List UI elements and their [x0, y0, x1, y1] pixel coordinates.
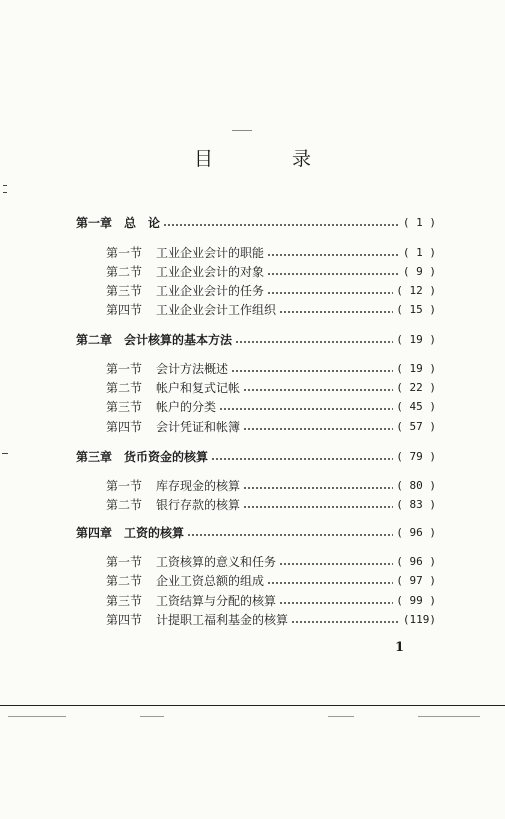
- chapter-title: 工资的核算: [124, 525, 185, 540]
- chapter-number: 第二章: [76, 332, 113, 347]
- page-ref: ( 19 ): [396, 332, 436, 346]
- dot-leader: [243, 506, 393, 508]
- toc-chapter-4[interactable]: [76, 524, 436, 540]
- section-title: 计提职工福利基金的核算: [156, 612, 289, 627]
- page-ref: ( 1 ): [402, 215, 436, 229]
- section-title: 工业企业会计的职能: [156, 245, 265, 260]
- toc-section[interactable]: [106, 282, 436, 298]
- section-number: 第二节: [106, 380, 143, 395]
- dot-leader: [267, 582, 393, 584]
- scan-line: [328, 716, 354, 717]
- chapter-title: 总 论: [124, 215, 161, 230]
- scan-line: [418, 716, 480, 717]
- section-number: 第四节: [106, 612, 143, 627]
- page-ref: (119): [402, 612, 436, 626]
- dot-leader: [163, 224, 400, 226]
- page-ref: ( 22 ): [396, 380, 436, 394]
- toc-section[interactable]: [106, 592, 436, 608]
- toc-section[interactable]: [106, 263, 436, 279]
- page-ref: ( 97 ): [396, 573, 436, 587]
- dot-leader: [267, 292, 393, 294]
- toc-section[interactable]: [106, 477, 436, 493]
- page-ref: ( 12 ): [396, 283, 436, 297]
- section-number: 第一节: [106, 554, 143, 569]
- dot-leader: [291, 621, 400, 623]
- toc-section[interactable]: [106, 398, 436, 414]
- dot-leader: [235, 341, 393, 343]
- page-ref: ( 83 ): [396, 497, 436, 511]
- dot-leader: [267, 273, 400, 275]
- section-number: 第一节: [106, 361, 143, 376]
- section-title: 帐户的分类: [156, 399, 217, 414]
- section-number: 第二节: [106, 264, 143, 279]
- section-title: 企业工资总额的组成: [156, 573, 265, 588]
- page-ref: ( 19 ): [396, 361, 436, 375]
- scan-speck: [3, 185, 7, 186]
- section-number: 第三节: [106, 399, 143, 414]
- bottom-rule: [0, 705, 505, 706]
- chapter-title: 货币资金的核算: [124, 449, 209, 464]
- toc-chapter-1[interactable]: [76, 214, 436, 230]
- dot-leader: [279, 602, 393, 604]
- section-title: 会计凭证和帐簿: [156, 419, 241, 434]
- dot-leader: [243, 428, 393, 430]
- section-title: 银行存款的核算: [156, 497, 241, 512]
- dot-leader: [231, 370, 393, 372]
- page-ref: ( 1 ): [402, 245, 436, 259]
- dot-leader: [211, 458, 393, 460]
- page-ref: ( 15 ): [396, 302, 436, 316]
- page-ref: ( 96 ): [396, 525, 436, 539]
- section-title: 帐户和复式记帐: [156, 380, 241, 395]
- toc-chapter-2[interactable]: [76, 331, 436, 347]
- dot-leader: [279, 311, 393, 313]
- toc-section[interactable]: [106, 360, 436, 376]
- section-number: 第一节: [106, 478, 143, 493]
- page-ref: ( 80 ): [396, 478, 436, 492]
- chapter-number: 第四章: [76, 525, 113, 540]
- toc-section[interactable]: [106, 379, 436, 395]
- section-number: 第二节: [106, 497, 143, 512]
- toc-chapter-3[interactable]: [76, 448, 436, 464]
- dot-leader: [219, 408, 393, 410]
- scan-speck: [232, 130, 252, 131]
- scan-speck: [3, 192, 7, 193]
- section-title: 工业企业会计工作组织: [156, 302, 277, 317]
- chapter-number: 第三章: [76, 449, 113, 464]
- section-number: 第四节: [106, 302, 143, 317]
- dot-leader: [187, 534, 393, 536]
- page-ref: ( 96 ): [396, 554, 436, 568]
- section-number: 第三节: [106, 283, 143, 298]
- chapter-title: 会计核算的基本方法: [124, 332, 233, 347]
- toc-section[interactable]: [106, 553, 436, 569]
- toc-title: 目 录: [193, 148, 341, 170]
- page-ref: ( 9 ): [402, 264, 436, 278]
- section-number: 第二节: [106, 573, 143, 588]
- toc-section[interactable]: [106, 418, 436, 434]
- section-title: 工业企业会计的任务: [156, 283, 265, 298]
- chapter-number: 第一章: [76, 215, 113, 230]
- section-title: 库存现金的核算: [156, 478, 241, 493]
- toc-section[interactable]: [106, 244, 436, 260]
- toc-section[interactable]: [106, 572, 436, 588]
- page-ref: ( 79 ): [396, 449, 436, 463]
- section-title: 工业企业会计的对象: [156, 264, 265, 279]
- section-title: 会计方法概述: [156, 361, 229, 376]
- dot-leader: [243, 487, 393, 489]
- dot-leader: [267, 254, 400, 256]
- toc-section[interactable]: [106, 301, 436, 317]
- toc-section[interactable]: [106, 496, 436, 512]
- page-number: 1: [395, 640, 405, 655]
- page-ref: ( 57 ): [396, 419, 436, 433]
- scan-line: [8, 716, 66, 717]
- scan-speck: [2, 453, 8, 454]
- page-ref: ( 45 ): [396, 399, 436, 413]
- section-title: 工资核算的意义和任务: [156, 554, 277, 569]
- dot-leader: [243, 389, 393, 391]
- section-number: 第四节: [106, 419, 143, 434]
- section-title: 工资结算与分配的核算: [156, 593, 277, 608]
- toc-section[interactable]: [106, 611, 436, 627]
- scan-line: [140, 716, 164, 717]
- dot-leader: [279, 563, 393, 565]
- section-number: 第三节: [106, 593, 143, 608]
- page-ref: ( 99 ): [396, 593, 436, 607]
- section-number: 第一节: [106, 245, 143, 260]
